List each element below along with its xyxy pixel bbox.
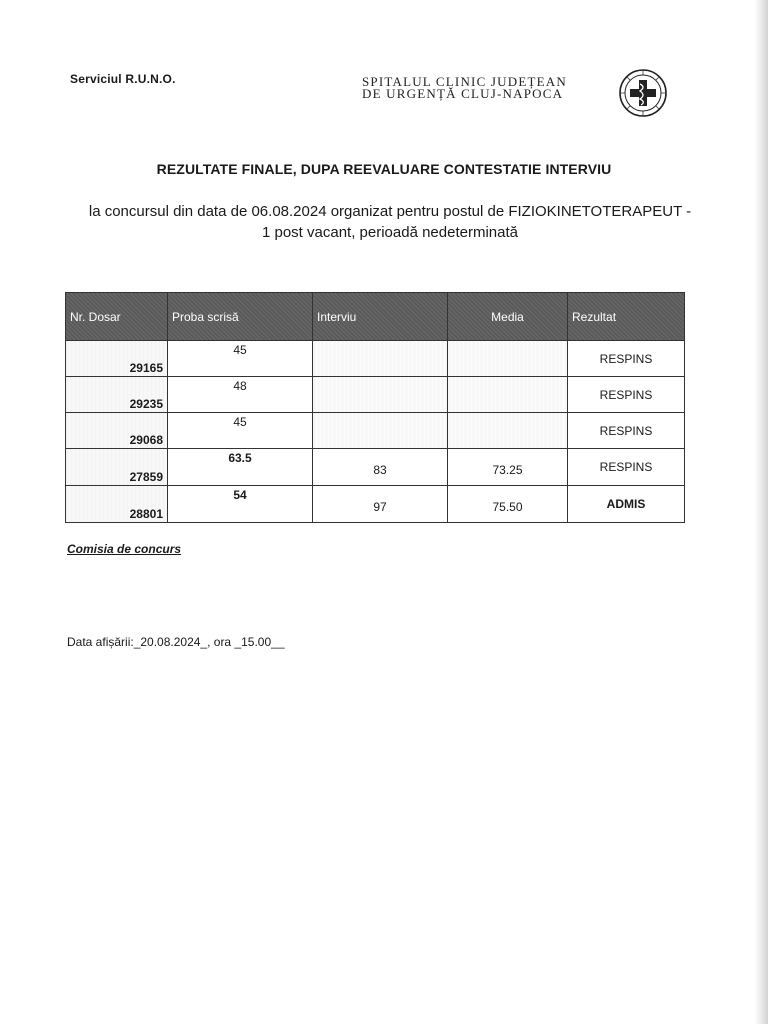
cell-proba-scrisa: 63.5 <box>168 449 313 486</box>
cell-media: 75.50 <box>448 486 568 523</box>
posting-date: Data afișării:_20.08.2024_, ora _15.00__ <box>67 635 285 649</box>
department-label: Serviciul R.U.N.O. <box>70 72 176 86</box>
header-media: Media <box>448 293 568 341</box>
competition-description-line1: la concursul din data de 06.08.2024 organizat pentru postul de FIZIOKINETOTERAPEUT - <box>88 203 692 220</box>
competition-description-line2: 1 post vacant, perioadă nedeterminată <box>261 224 518 241</box>
cell-rezultat: ADMIS <box>568 486 685 523</box>
header-interviu: Interviu <box>313 293 448 341</box>
cell-dosar: 29235 <box>66 377 168 413</box>
cell-media <box>448 377 568 413</box>
cell-dosar: 28801 <box>66 486 168 523</box>
scan-shadow-edge <box>754 0 768 1024</box>
cell-proba-scrisa: 48 <box>168 377 313 413</box>
table-row <box>66 413 685 449</box>
cell-media: 73.25 <box>448 449 568 486</box>
hospital-name <box>362 76 608 100</box>
cell-dosar: 29068 <box>66 413 168 449</box>
cell-dosar: 27859 <box>66 449 168 486</box>
cell-media <box>448 413 568 449</box>
page-title: REZULTATE FINALE, DUPA REEVALUARE CONTESTATIE INTERVIU <box>156 161 612 177</box>
cell-proba-scrisa: 54 <box>168 486 313 523</box>
table-header-row <box>66 293 685 341</box>
cell-interviu <box>313 377 448 413</box>
commission-label: Comisia de concurs <box>67 542 182 556</box>
cell-media <box>448 341 568 377</box>
cell-proba-scrisa: 45 <box>168 413 313 449</box>
table-row <box>66 377 685 413</box>
table-row <box>66 341 685 377</box>
hospital-name-line2: DE URGENȚĂ CLUJ-NAPOCA <box>362 86 564 101</box>
cell-interviu: 83 <box>313 449 448 486</box>
cell-dosar: 29165 <box>66 341 168 377</box>
header-nr-dosar: Nr. Dosar <box>66 293 168 341</box>
cell-interviu <box>313 413 448 449</box>
cell-rezultat: RESPINS <box>568 449 685 486</box>
cell-rezultat: RESPINS <box>568 377 685 413</box>
results-table <box>65 292 685 523</box>
table-row <box>66 449 685 486</box>
header-proba-scrisa: Proba scrisă <box>168 293 313 341</box>
competition-description <box>60 201 720 243</box>
cell-rezultat: RESPINS <box>568 413 685 449</box>
cell-rezultat: RESPINS <box>568 341 685 377</box>
hospital-seal-icon <box>618 68 668 118</box>
cell-interviu: 97 <box>313 486 448 523</box>
cell-interviu <box>313 341 448 377</box>
cell-proba-scrisa: 45 <box>168 341 313 377</box>
hospital-name-line1: SPITALUL CLINIC JUDEȚEAN <box>362 74 567 89</box>
header-rezultat: Rezultat <box>568 293 685 341</box>
table-row <box>66 486 685 523</box>
